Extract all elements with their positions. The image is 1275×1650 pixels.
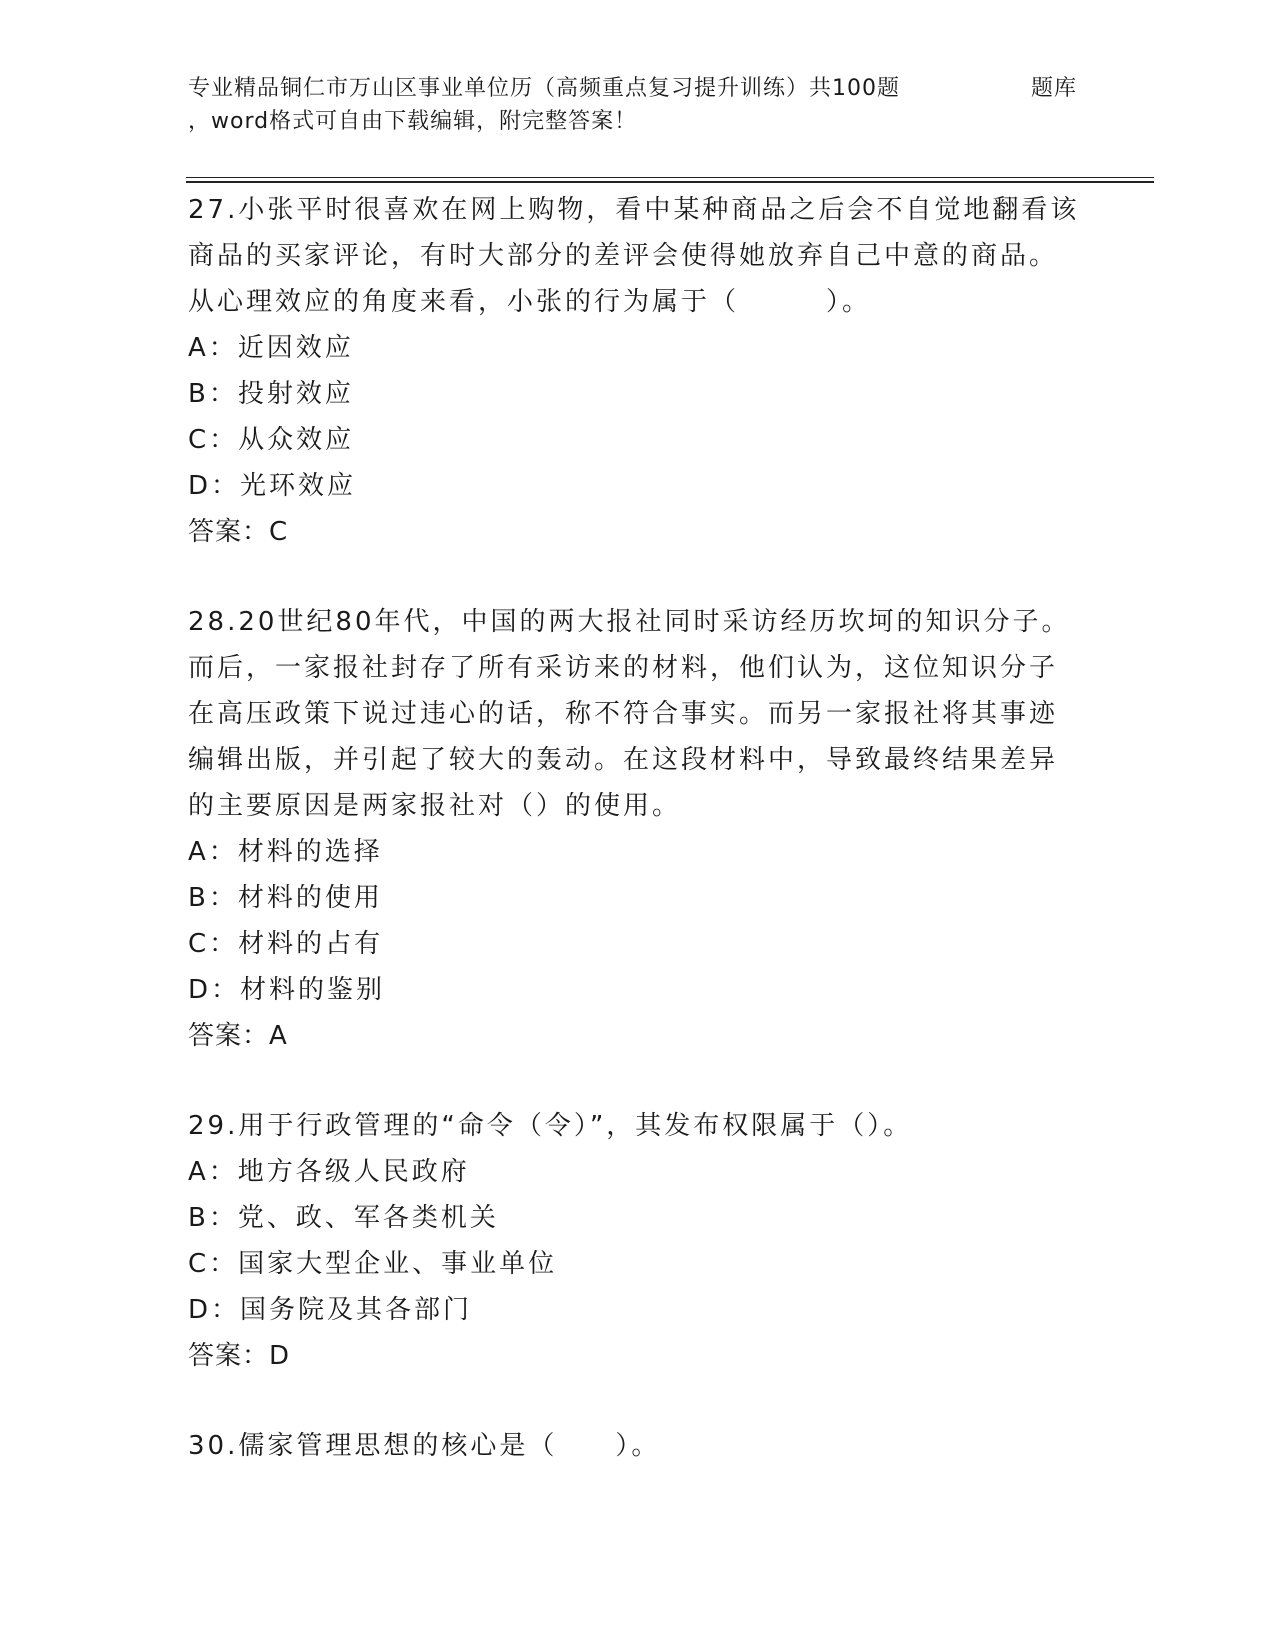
question-30	[188, 1423, 1088, 1469]
question-28	[188, 599, 1088, 1059]
header-subtitle: ，word格式可自由下载编辑，附完整答案！	[188, 109, 638, 134]
option-a: A：材料的选择	[188, 837, 383, 867]
question-29	[188, 1103, 1088, 1379]
answer-line: 答案：C	[188, 517, 289, 547]
answer-line: 答案：A	[188, 1021, 288, 1051]
question-text-line: 的主要原因是两家报社对（）的使用。	[188, 791, 682, 821]
option-c: C：从众效应	[188, 425, 355, 455]
option-b: B：党、政、军各类机关	[188, 1203, 499, 1233]
option-d: D：光环效应	[188, 471, 357, 501]
question-list	[188, 187, 1088, 1469]
answer-line: 答案：D	[188, 1341, 291, 1371]
question-text-line: 29.用于行政管理的“命令（令）”，其发布权限属于（）。	[188, 1111, 913, 1141]
question-text-line: 28.20世纪80年代，中国的两大报社同时采访经历坎坷的知识分子。	[188, 607, 1071, 637]
question-text-line: 从心理效应的角度来看，小张的行为属于（ ）。	[188, 287, 872, 317]
header-title: 专业精品铜仁市万山区事业单位历（高频重点复习提升训练）共100题	[188, 76, 900, 101]
option-b: B：投射效应	[188, 379, 354, 409]
question-text-line: 27.小张平时很喜欢在网上购物，看中某种商品之后会不自觉地翻看该	[188, 195, 1080, 225]
option-c: C：国家大型企业、事业单位	[188, 1249, 558, 1279]
header-tag: 题库	[1031, 76, 1078, 101]
option-d: D：材料的鉴别	[188, 975, 386, 1005]
page-header	[188, 72, 1088, 138]
question-text-line: 而后，一家报社封存了所有采访来的材料，他们认为，这位知识分子	[188, 653, 1059, 683]
question-27	[188, 187, 1088, 555]
question-text-line: 商品的买家评论，有时大部分的差评会使得她放弃自己中意的商品。	[188, 241, 1059, 271]
question-text-line: 编辑出版，并引起了较大的轰动。在这段材料中，导致最终结果差异	[188, 745, 1059, 775]
option-b: B：材料的使用	[188, 883, 383, 913]
header-divider-thick	[186, 181, 1154, 183]
question-text-line: 在高压政策下说过违心的话，称不符合事实。而另一家报社将其事迹	[188, 699, 1059, 729]
option-a: A：地方各级人民政府	[188, 1157, 470, 1187]
header-divider-thin	[186, 177, 1154, 178]
option-a: A：近因效应	[188, 333, 354, 363]
question-text-line: 30.儒家管理思想的核心是（ ）。	[188, 1431, 661, 1461]
option-d: D：国务院及其各部门	[188, 1295, 473, 1325]
option-c: C：材料的占有	[188, 929, 384, 959]
